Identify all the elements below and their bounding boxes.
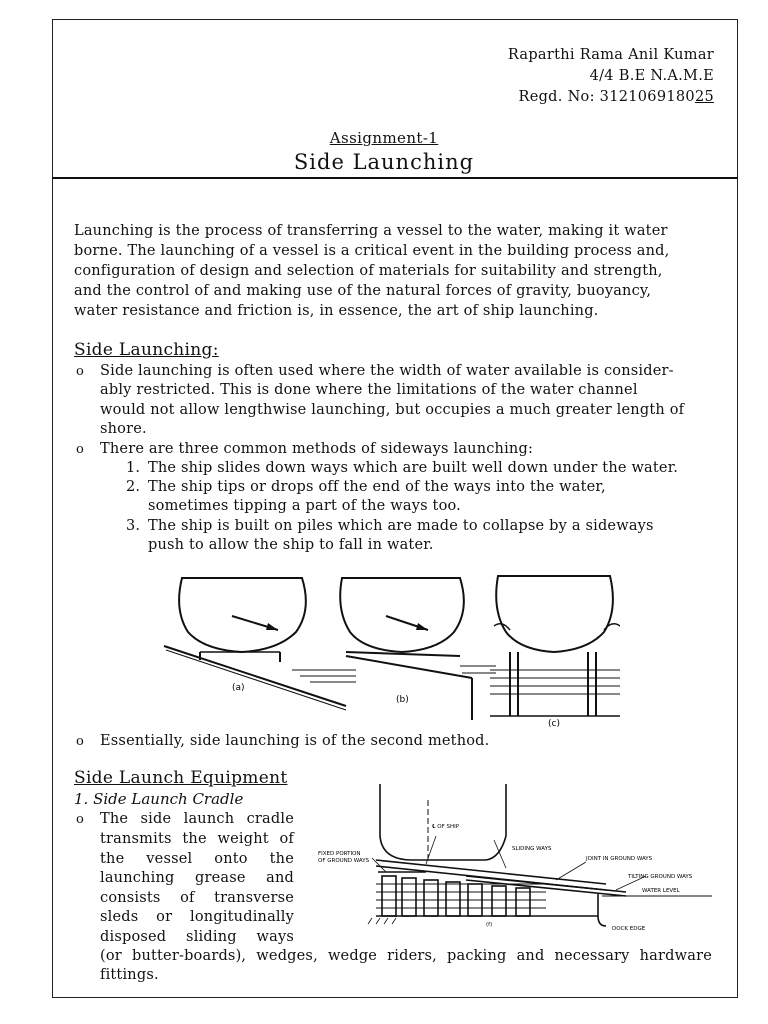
equipment-heading: Side Launch Equipment — [74, 768, 288, 788]
cradle-subheading: 1. Side Launch Cradle — [74, 790, 244, 808]
method-line: The ship tips or drops off the end of the ways into the water, — [148, 479, 606, 495]
bullet-marker: o — [76, 364, 85, 379]
tilting-ways-label: TILTING GROUND WAYS — [628, 874, 693, 880]
title-rule — [52, 177, 738, 179]
intro-line: Launching is the process of transferring a vessel to the water, making it water — [74, 223, 668, 239]
bullet-line: shore. — [100, 421, 147, 437]
figure-label-a: (a) — [232, 683, 245, 693]
bullet-line: Essentially, side launching is of the second method. — [100, 733, 490, 749]
figure-label-b: (b) — [396, 695, 409, 705]
bullet-line: There are three common methods of sideways launching: — [100, 441, 534, 457]
bullet-line: would not allow lengthwise launching, but occupies a much greater length of — [100, 402, 685, 418]
figure-label-f: (f) — [486, 922, 493, 928]
ship-center-label: ℄ OF SHIP — [432, 824, 460, 830]
method-line: The ship is built on piles which are made to collapse by a sideways — [148, 518, 654, 534]
bullet-line: the vessel onto the — [100, 851, 294, 867]
author-regd — [518, 88, 714, 107]
intro-line: borne. The launching of a vessel is a critical event in the building process and, — [74, 243, 670, 259]
regd-prefix: Regd. No: 3121069180 — [518, 89, 695, 105]
bullet-line: fittings. — [100, 967, 159, 983]
page-title: Side Launching — [293, 150, 475, 174]
bullet-line: consists of transverse — [100, 890, 294, 906]
method-number: 2. — [126, 479, 141, 495]
bullet-line: transmits the weight of — [100, 831, 294, 847]
method-number: 1. — [126, 460, 141, 476]
method-line: push to allow the ship to fall in water. — [148, 537, 434, 553]
bullet-line: Side launching is often used where the width of water available is consider- — [100, 363, 674, 379]
side-launch-cradle-figure — [316, 780, 716, 940]
bullet-marker: o — [76, 442, 85, 457]
regd-suffix: 25 — [694, 89, 714, 105]
method-line: sometimes tipping a part of the ways too. — [148, 498, 461, 514]
fixed-portion-label: OF GROUND WAYS — [318, 858, 370, 864]
joint-label: JOINT IN GROUND WAYS — [586, 856, 653, 862]
intro-line: water resistance and friction is, in essence, the art of ship launching. — [74, 303, 599, 319]
side-launching-methods-figure — [160, 570, 620, 730]
assignment-label: Assignment-1 — [329, 129, 439, 147]
bullet-line: launching grease and — [100, 870, 294, 886]
fixed-portion-label: FIXED PORTION — [318, 851, 361, 857]
dock-edge-label: DOCK EDGE — [612, 926, 646, 932]
bullet-marker: o — [76, 734, 85, 749]
figure-label-c: (c) — [548, 719, 560, 729]
sliding-ways-label: SLIDING WAYS — [512, 846, 552, 852]
intro-line: configuration of design and selection of materials for suitability and strength, — [74, 263, 663, 279]
method-line: The ship slides down ways which are built well down under the water. — [148, 460, 679, 476]
bullet-marker: o — [76, 812, 85, 827]
bullet-line: (or butter-boards), wedges, wedge riders, packing and necessary hardware — [100, 948, 712, 964]
author-course: 4/4 B.E N.A.M.E — [589, 68, 714, 84]
water-level-label: WATER LEVEL — [642, 888, 680, 894]
bullet-line: ably restricted. This is done where the limitations of the water channel — [100, 382, 638, 398]
author-name: Raparthi Rama Anil Kumar — [507, 47, 714, 63]
bullet-line: disposed sliding ways — [100, 929, 294, 945]
bullet-line: sleds or longitudinally — [100, 909, 294, 925]
intro-line: and the control of and making use of the natural forces of gravity, buoyancy, — [74, 283, 652, 299]
bullet-line: The side launch cradle — [100, 811, 294, 827]
side-launching-heading: Side Launching: — [74, 340, 219, 360]
method-number: 3. — [126, 518, 141, 534]
